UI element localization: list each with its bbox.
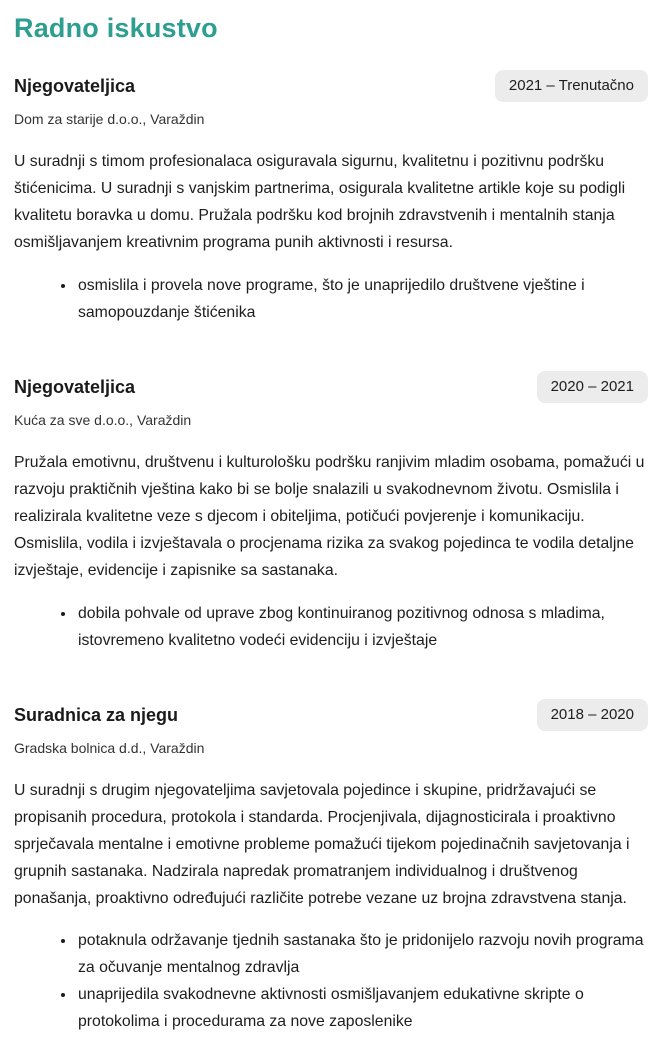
- job-entry: [14, 70, 648, 326]
- job-title: Njegovateljica: [14, 376, 136, 397]
- job-description: Pružala emotivnu, društvenu i kulturološku podršku ranjivim mladim osobama, pomažući u razvoju praktičnih vještina kako bi se bolje snalazili u svakodnevnom životu. Osmislila i realizirala kvalitetne veze s djecom i obiteljima, potičući povjerenje i komunikaciju. Osmislila, vodila i izvještavala o procjenama rizika za svakog pojedinca te vodila detaljne izvještaje, evidencije i zapisnike sa sastanaka.: [14, 453, 645, 579]
- achievement-item: • osmislila i provela nove programe, što je unaprijedilo društvene vještine i samopouzdanje štićenika: [76, 272, 648, 326]
- date-range-badge: 2020 – 2021: [537, 371, 648, 403]
- achievement-item: • dobila pohvale od uprave zbog kontinuiranog pozitivnog odnosa s mladima, istovremeno kvalitetno vodeći evidenciju i izvještaje: [76, 600, 648, 654]
- job-header: [14, 70, 648, 102]
- job-title: Suradnica za njegu: [14, 704, 179, 725]
- job-achievements-list: [14, 272, 648, 326]
- section-title: Radno iskustvo: [14, 13, 218, 43]
- company-location: Dom za starije d.o.o., Varaždin: [14, 111, 205, 127]
- job-header: [14, 699, 648, 731]
- job-entry: [14, 699, 648, 1036]
- job-title: Njegovateljica: [14, 76, 136, 96]
- job-header: [14, 371, 648, 403]
- achievement-item: • potaknula održavanje tjednih sastanaka što je pridonijelo razvoju novih programa za očuvanje mentalnog zdravlja: [76, 927, 648, 981]
- date-range-badge: 2018 – 2020: [537, 699, 648, 731]
- company-location: Kuća za sve d.o.o., Varaždin: [14, 411, 192, 428]
- achievement-item: • unaprijedila svakodnevne aktivnosti osmišljavanjem edukativne skripte o protokolima i procedurama za nove zaposlenike: [76, 981, 648, 1035]
- company-location: Gradska bolnica d.d., Varaždin: [14, 739, 205, 756]
- job-achievements-list: [14, 600, 648, 654]
- job-achievements-list: [14, 927, 648, 1035]
- job-entry: [14, 371, 648, 654]
- date-range-badge: 2021 – Trenutačno: [495, 70, 648, 102]
- job-description: U suradnji s timom profesionalaca osiguravala sigurnu, kvalitetnu i pozitivnu podršku štićenicima. U suradnji s vanjskim partnerima, osigurala kvalitetne artikle koje su podigli kvalitetu boravka u domu. Pružala podršku kod brojnih zdravstvenih i mentalnih stanja osmišljavanjem kreativnim programa punih aktivnosti i resursa.: [14, 153, 626, 251]
- job-description: U suradnji s drugim njegovateljima savjetovala pojedince i skupine, pridržavajući se propisanih procedura, protokola i standarda. Procjenjivala, dijagnosticirala i proaktivno sprječavala mentalne i emotivne probleme pomažući tijekom pojedinačnih savjetovanja i grupnih sastanaka. Nadzirala napredak promatranjem individualnog i društvenog ponašanja, proaktivno određujući različite potrebe vezane uz brojna zdravstvena stanja.: [14, 781, 630, 907]
